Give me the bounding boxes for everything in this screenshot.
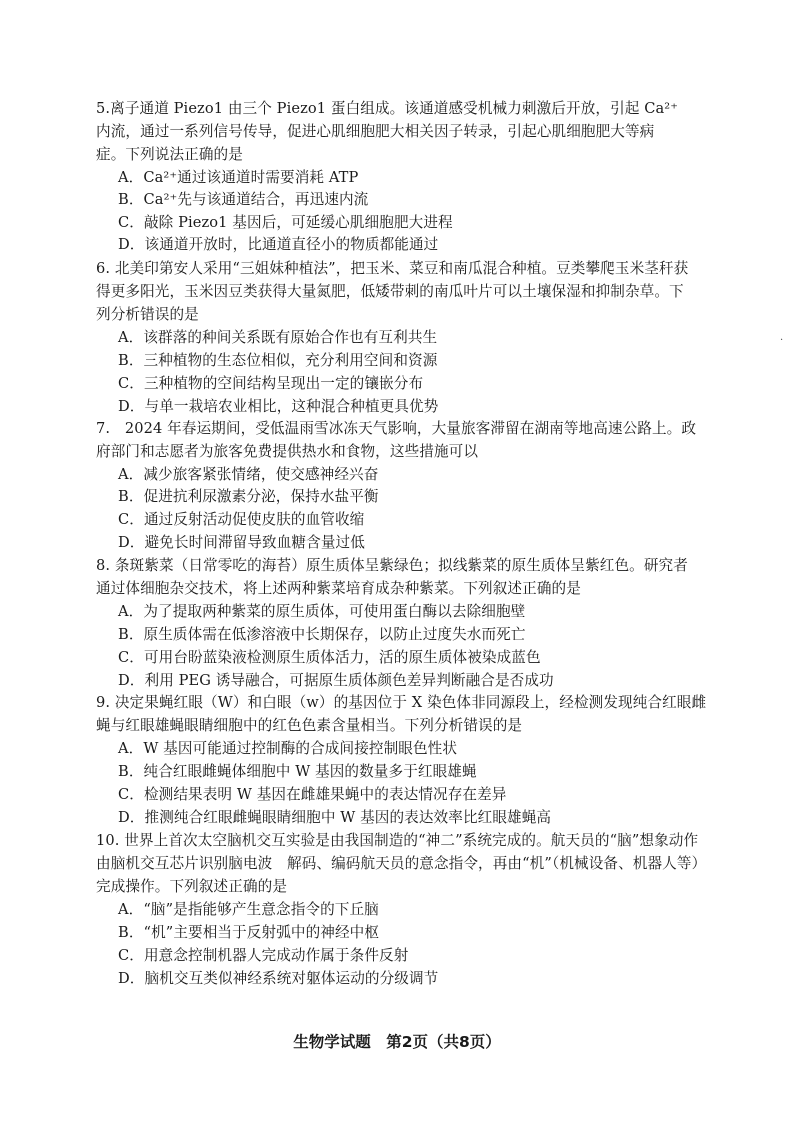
option-b: B．原生质体需在低渗溶液中长期保存，以防止过度失水而死亡 [118,626,526,643]
option-c: C．检测结果表明 W 基因在雌雄果蝇中的表达情况存在差异 [118,786,507,803]
option-d: D．避免长时间滞留导致血糖含量过低 [118,534,365,551]
option-b: B．纯合红眼雌蝇体细胞中 W 基因的数量多于红眼雄蝇 [118,763,477,780]
option-a: A．减少旅客紧张情绪，使交感神经兴奋 [118,466,379,483]
option-d: D．该通道开放时，比通道直径小的物质都能通过 [118,236,439,253]
option-d: D．利用 PEG 诱导融合，可据原生质体颜色差异判断融合是否成功 [118,672,554,689]
question-stem: 8. 条斑紫菜（日常零吃的海苔）原生质体呈紫绿色；拟线紫菜的原生质体呈紫红色。研究者 [96,557,688,574]
option-a: A．“脑”是指能够产生意念指令的下丘脑 [118,901,379,918]
option-c: C．三种植物的空间结构呈现出一定的镶嵌分布 [118,375,424,392]
question-stem: 9. 决定果蝇红眼（W）和白眼（w）的基因位于 X 染色体非同源段上，经检测发现纯合红眼雌 [96,694,707,711]
margin-mark: · [780,335,784,346]
option-c: C．敲除 Piezo1 基因后，可延缓心肌细胞肥大进程 [118,214,453,231]
question-stem-continued: 内流，通过一系列信号传导，促进心肌细胞肥大相关因子转录，引起心肌细胞肥大等病 [96,123,655,140]
option-b: B．三种植物的生态位相似，充分利用空间和资源 [118,352,438,369]
option-d: D．脑机交互类似神经系统对躯体运动的分级调节 [118,970,439,987]
option-c: C．用意念控制机器人完成动作属于条件反射 [118,947,409,964]
question-stem-continued: 列分析错误的是 [96,306,199,323]
option-b: B．“机”主要相当于反射弧中的神经中枢 [118,924,380,941]
option-a: A．该群落的种间关系既有原始合作也有互利共生 [118,329,438,346]
question-stem-continued: 蝇与红眼雄蝇眼睛细胞中的红色色素含量相当。下列分析错误的是 [96,717,523,734]
option-a: A．为了提取两种紫菜的原生质体，可使用蛋白酶以去除细胞壁 [118,603,526,620]
option-b: B．促进抗利尿激素分泌，保持水盐平衡 [118,488,379,505]
option-d: D．与单一栽培农业相比，这种混合种植更具优势 [118,398,439,415]
option-c: C．通过反射活动促使皮肤的血管收缩 [118,511,365,528]
option-a: A．Ca²⁺通过该通道时需要消耗 ATP [118,169,359,186]
question-stem-continued: 症。下列说法正确的是 [96,146,243,163]
option-b: B．Ca²⁺先与该通道结合，再迅速内流 [118,191,369,208]
option-c: C．可用台盼蓝染液检测原生质体活力，活的原生质体被染成蓝色 [118,649,541,666]
question-stem-continued: 得更多阳光，玉米因豆类获得大量氮肥，低矮带刺的南瓜叶片可以土壤保湿和抑制杂草。下 [96,283,684,300]
question-stem: 5.离子通道 Piezo1 由三个 Piezo1 蛋白组成。该通道感受机械力刺激后开放，引起 Ca²⁺ [96,100,679,117]
question-stem: 10. 世界上首次太空脑机交互实验是由我国制造的“神二”系统完成的。航天员的“脑”想象动作 [96,832,699,849]
option-a: A．W 基因可能通过控制酶的合成间接控制眼色性状 [118,740,458,757]
option-d: D．推测纯合红眼雌蝇眼睛细胞中 W 基因的表达效率比红眼雄蝇高 [118,809,552,826]
question-stem: 6. 北美印第安人采用“三姐妹种植法”，把玉米、菜豆和南瓜混合种植。豆类攀爬玉米茎秆获 [96,260,689,277]
page-footer: 生物学试题 第2页（共8页） [293,1033,501,1051]
question-stem-continued: 通过体细胞杂交技术，将上述两种紫菜培育成杂种紫菜。下列叙述正确的是 [96,580,581,597]
question-stem: 7. 2024 年春运期间，受低温雨雪冰冻天气影响，大量旅客滞留在湖南等地高速公路上。政 [96,420,697,437]
question-stem-continued: 完成操作。下列叙述正确的是 [96,878,288,895]
question-stem-continued: 由脑机交互芯片识别脑电波 解码、编码航天员的意念指令，再由“机”（机械设备、机器人等） [96,855,707,872]
question-stem-continued: 府部门和志愿者为旅客免费提供热水和食物，这些措施可以 [96,443,479,460]
